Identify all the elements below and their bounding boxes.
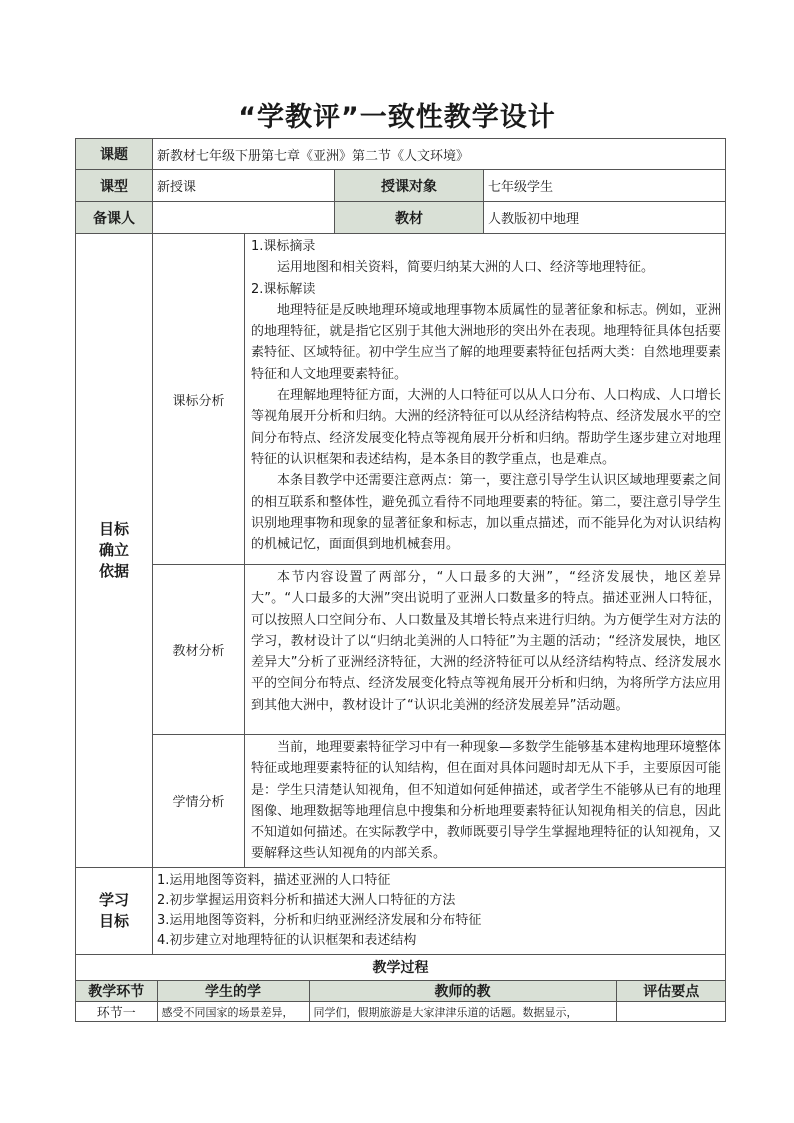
process-header-stage: 教学环节 — [76, 981, 157, 1002]
textbook-analysis-content — [245, 565, 726, 735]
learning-goals-list — [153, 867, 726, 954]
process-title: 教学过程 — [76, 954, 726, 980]
textbook-analysis-row — [76, 565, 726, 735]
process-cell-stage: 环节一 — [76, 1001, 157, 1021]
basis-label-line: 依据 — [98, 561, 129, 580]
topic-value: 新教材七年级下册第七章《亚洲》第二节《人文环境》 — [153, 139, 726, 170]
paragraph-line: 地理特征是反映地理环境或地理事物本质属性的显著征象和标志。例如，亚洲的地理特征，就是指它区别于其他大洲地形的突出外在表现。地理特征具体包括要素特征、区域特征。初中学生应当了解的地理要素特征包括两大类：自然地理要素特征和人文地理要素特征。 — [251, 302, 722, 382]
textbook-analysis-label: 教材分析 — [153, 565, 245, 735]
process-cell-evaluation — [616, 1001, 726, 1021]
process-header-teacher: 教师的教 — [309, 981, 616, 1002]
process-cell-teacher: 同学们，假期旅游是大家津津乐道的话题。数据显示， — [309, 1001, 616, 1021]
paragraph-line: 本条目教学中还需要注意两点：第一，要注意引导学生认识区域地理要素之间的相互联系和整体性，避免孤立看待不同地理要素的特征。第二，要注意引导学生识别地理事物和现象的显著征象和标志，加以重点描述，而不能异化为对认识结构的机械记忆，面面俱到地机械套用。 — [251, 473, 722, 553]
process-table-row — [76, 980, 726, 1022]
learning-goals-label — [76, 867, 153, 954]
goals-label-line: 学习 — [98, 890, 129, 909]
paragraph-line: 本节内容设置了两部分，“人口最多的大洲”，“经济发展快，地区差异大”。“人口最多的大洲”突出说明了亚洲人口数量多的特点。描述亚洲人口特征，可以按照人口空间分布、人口数量及其增长特点来进行归纳。为方便学生对方法的学习，教材设计了以“归纳北美洲的人口特征”为主题的活动；“经济发展快，地区差异大”分析了亚洲经济特征，大洲的经济特征可以从经济结构特点、经济发展水平的空间分布特点、经济发展变化特点等视角展开分析和归纳，为将所学方法应用到其他大洲中，教材设计了“认识北美洲的经济发展差异”活动题。 — [251, 570, 722, 713]
basis-label — [76, 234, 153, 868]
student-analysis-label: 学情分析 — [153, 735, 245, 868]
learning-goals-row — [76, 867, 726, 954]
preparer-row — [76, 202, 726, 234]
audience-label: 授课对象 — [335, 170, 484, 202]
learning-goal-item: 3.运用地图等资料，分析和归纳亚洲经济发展和分布特征 — [157, 912, 482, 928]
process-table — [76, 981, 726, 1022]
preparer-label: 备课人 — [76, 202, 153, 234]
type-row — [76, 170, 726, 202]
process-title-row — [76, 954, 726, 980]
preparer-value — [153, 202, 335, 234]
process-table-cell — [76, 980, 726, 1022]
paragraph-line: 在理解地理特征方面，大洲的人口特征可以从人口分布、人口构成、人口增长等视角展开分析和归纳。大洲的经济特征可以从经济结构特点、经济发展水平的空间分布特点、经济发展变化特点等视角展开分析和归纳。帮助学生逐步建立对地理特征的认识框架和表述结构，是本条目的教学重点，也是难点。 — [251, 388, 722, 467]
document-title: “学教评”一致性教学设计 — [238, 102, 556, 133]
curriculum-analysis-label: 课标分析 — [153, 234, 245, 565]
process-header-row — [76, 981, 726, 1002]
process-header-student: 学生的学 — [157, 981, 309, 1002]
type-label: 课型 — [76, 170, 153, 202]
paragraph-line: 2.课标解读 — [251, 281, 316, 297]
learning-goal-item: 1.运用地图等资料，描述亚洲的人口特征 — [157, 872, 391, 888]
audience-value: 七年级学生 — [484, 170, 726, 202]
table-row — [76, 1001, 726, 1021]
textbook-label: 教材 — [335, 202, 484, 234]
student-analysis-row — [76, 735, 726, 868]
student-analysis-content — [245, 735, 726, 868]
curriculum-row — [76, 234, 726, 565]
type-value: 新授课 — [153, 170, 335, 202]
topic-row — [76, 139, 726, 170]
topic-label: 课题 — [76, 139, 153, 170]
basis-label-line: 确立 — [98, 540, 129, 559]
textbook-value: 人教版初中地理 — [484, 202, 726, 234]
basis-label-line: 目标 — [98, 519, 129, 538]
process-header-evaluation: 评估要点 — [616, 981, 726, 1002]
paragraph-line: 当前，地理要素特征学习中有一种现象—多数学生能够基本建构地理环境整体特征或地理要素特征的认知结构，但在面对具体问题时却无从下手，主要原因可能是：学生只清楚认知视角，但不知道如何延伸描述，或者学生不能够从已有的地理图像、地理数据等地理信息中搜集和分析地理要素特征认知视角相关的信息，因此不知道如何描述。在实际教学中，教师既要引导学生掌握地理特征的认知视角，又要解释这些认知视角的内部关系。 — [251, 740, 722, 862]
goals-label-line: 目标 — [98, 911, 129, 930]
process-cell-student: 感受不同国家的场景差异， — [157, 1001, 309, 1021]
curriculum-analysis-content — [245, 234, 726, 565]
learning-goal-item: 2.初步掌握运用资料分析和描述大洲人口特征的方法 — [157, 892, 456, 908]
paragraph-line: 1.课标摘录 — [251, 239, 316, 254]
lesson-plan-table — [75, 138, 726, 1022]
learning-goal-item: 4.初步建立对地理特征的认识框架和表述结构 — [157, 932, 417, 948]
paragraph-line: 运用地图和相关资料，简要归纳某大洲的人口、经济等地理特征。 — [277, 260, 655, 276]
